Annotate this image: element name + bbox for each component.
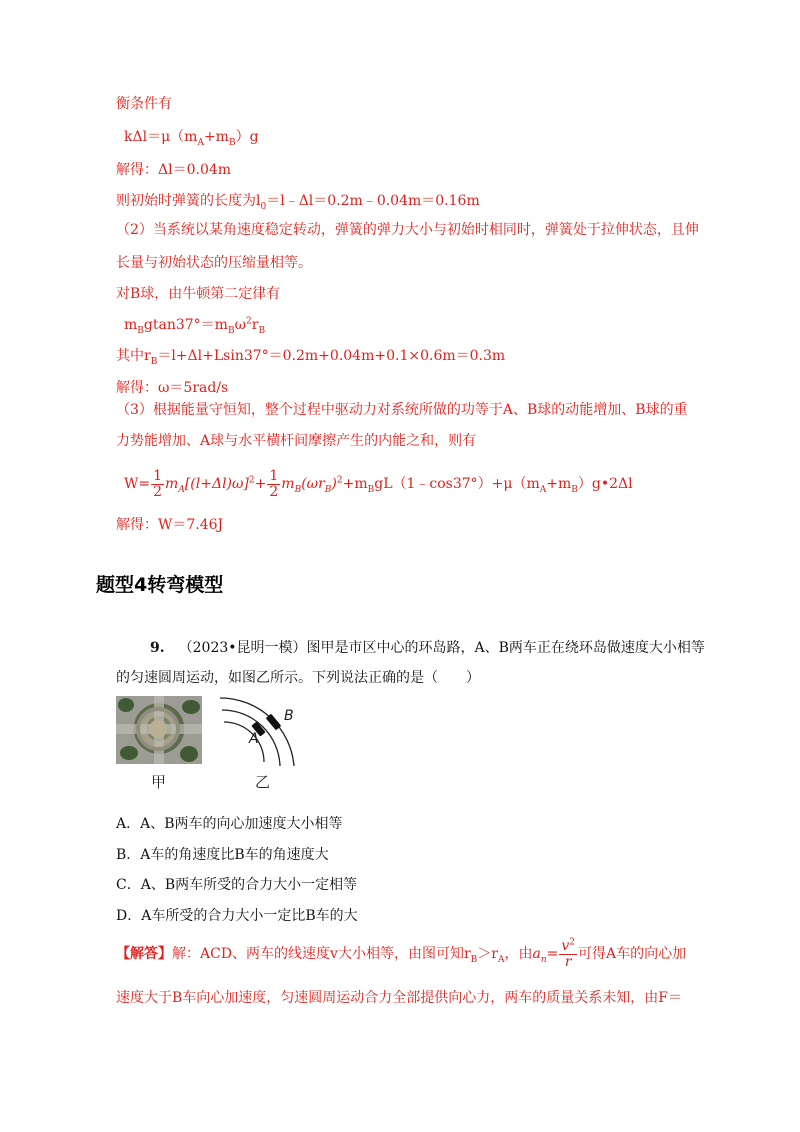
answer-line: 速度大于B车向心加速度，匀速圆周运动合力全部提供向心力，两车的质量关系未知，由F＝ — [116, 990, 682, 1006]
roundabout-photo — [116, 696, 202, 764]
solution-line: （2）当系统以某角速度稳定转动，弹簧的弹力大小与初始时相同时，弹簧处于拉伸状态，且伸 — [116, 222, 699, 238]
option-c: C．A、B两车所受的合力大小一定相等 — [116, 877, 358, 893]
solution-line: （3）根据能量守恒知，整个过程中驱动力对系统所做的功等于A、B球的动能增加、B球的重 — [116, 402, 688, 418]
solution-line: 解得：Δl＝0.04m — [116, 162, 232, 178]
solution-line: 对B球，由牛顿第二定律有 — [116, 286, 281, 302]
option-d: D．A车所受的合力大小一定比B车的大 — [116, 908, 358, 924]
solution-line: 解得：W＝7.46J — [116, 517, 224, 533]
label-car-b: B — [284, 708, 294, 724]
answer-tag: 【解答】 — [116, 946, 172, 962]
solution-line: $m_Bgtan37^\circ=m_B\omega^2r_B$ — [124, 316, 266, 336]
solution-line: 长量与初始状态的压缩量相等。 — [116, 255, 312, 271]
solution-line: $k\Delta l=\mu(m_A+m_B)g$ — [124, 129, 259, 148]
figure-yi-caption: 乙 — [255, 773, 271, 791]
question-number: 9. — [150, 640, 165, 656]
question-line: 的匀速圆周运动，如图乙所示。下列说法正确的是（ ） — [116, 670, 480, 686]
answer-line: 【解答】解：ACD、两车的线速度v大小相等，由图可知$r_B>r_A$，由$a_n=$ $\frac{v^2}{r}$ 可得A车的向心加 — [116, 936, 687, 970]
option-a: A．A、B两车的向心加速度大小相等 — [116, 816, 343, 832]
option-b: B．A车的角速度比B车的角速度大 — [116, 847, 329, 863]
solution-line: 解得：ω＝5rad/s — [116, 380, 229, 396]
circular-motion-diagram — [210, 696, 310, 768]
solution-line: 力势能增加、A球与水平横杆间摩擦产生的内能之和，则有 — [116, 433, 477, 449]
solution-line: 其中$r_B=l+\Delta l+Lsin37^\circ=0.2m+0.04m+0.1\times 0.6m=0.3m$ — [116, 348, 506, 367]
solution-line: 则初始时弹簧的长度为$l_0=l﹣\Delta l=0.2m﹣0.04m=0.16m$ — [116, 193, 480, 212]
solution-line: 衡条件有 — [116, 96, 172, 112]
label-car-a: A — [249, 731, 259, 747]
section-heading: 题型4转弯模型 — [96, 574, 224, 596]
figure-jia-caption: 甲 — [151, 773, 167, 791]
question-line: 9. （2023•昆明一模）图甲是市区中心的环岛路，A、B两车正在绕环岛做速度大小相等 — [150, 640, 705, 656]
energy-equation: W= $\frac{1}{2}$ $m_A[(l+\Delta l)\omega]^2+$ $\frac{1}{2}$ $m_B(\omega r_B)^2+m_BgL(1﹣\cos 37^\circ)+\mu(m_A+m_B)g•2\Delta l$ — [124, 467, 633, 500]
